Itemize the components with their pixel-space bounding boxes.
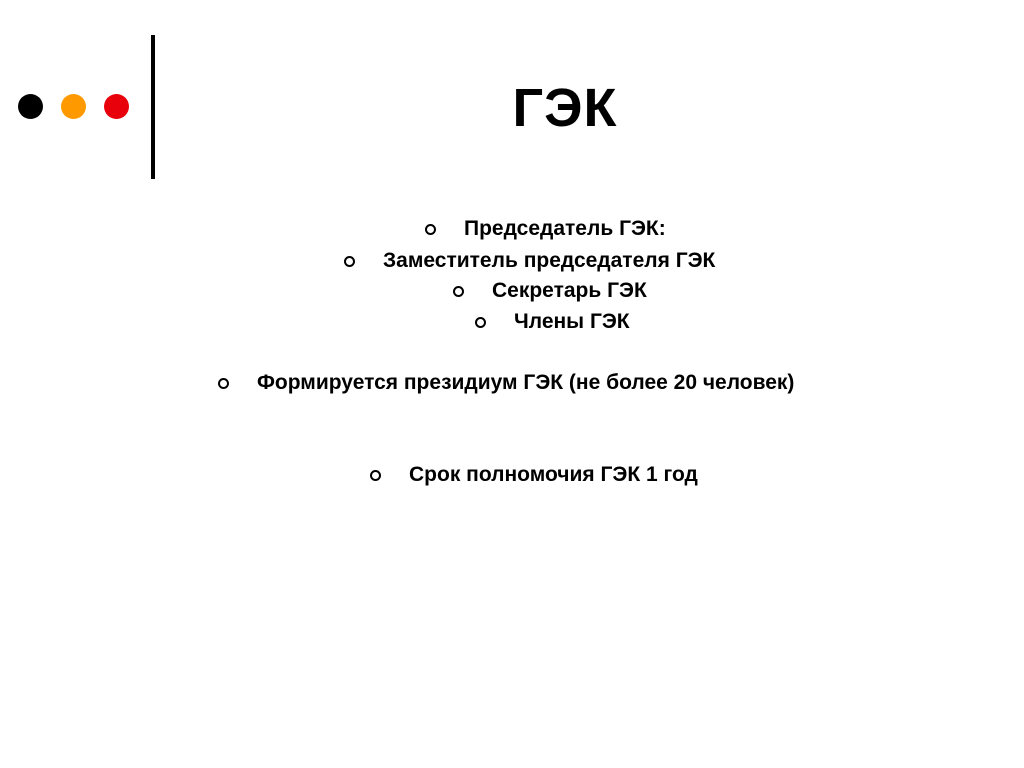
- bullet-circle-icon: [218, 378, 229, 389]
- bullet-text: Председатель ГЭК:: [464, 217, 666, 240]
- bullet-item: [425, 215, 666, 243]
- bullet-item: [370, 461, 698, 489]
- bullet-text: Заместитель председателя ГЭК: [383, 249, 716, 272]
- bullet-circle-icon: [344, 256, 355, 267]
- bullet-text: Секретарь ГЭК: [492, 279, 647, 302]
- slide-title: ГЭК: [512, 78, 618, 138]
- bullet-circle-icon: [425, 224, 436, 235]
- bullet-item: [218, 369, 794, 397]
- bullet-circle-icon: [370, 470, 381, 481]
- bullet-item: [344, 247, 715, 275]
- bullet-circle-icon: [475, 317, 486, 328]
- bullet-text: Срок полномочия ГЭК 1 год: [409, 463, 698, 486]
- bullet-text: Формируется президиум ГЭК (не более 20 человек): [257, 371, 795, 394]
- bullet-item: [475, 308, 630, 336]
- bullet-item: [453, 277, 647, 305]
- bullet-circle-icon: [453, 286, 464, 297]
- bullet-text: Члены ГЭК: [514, 310, 630, 333]
